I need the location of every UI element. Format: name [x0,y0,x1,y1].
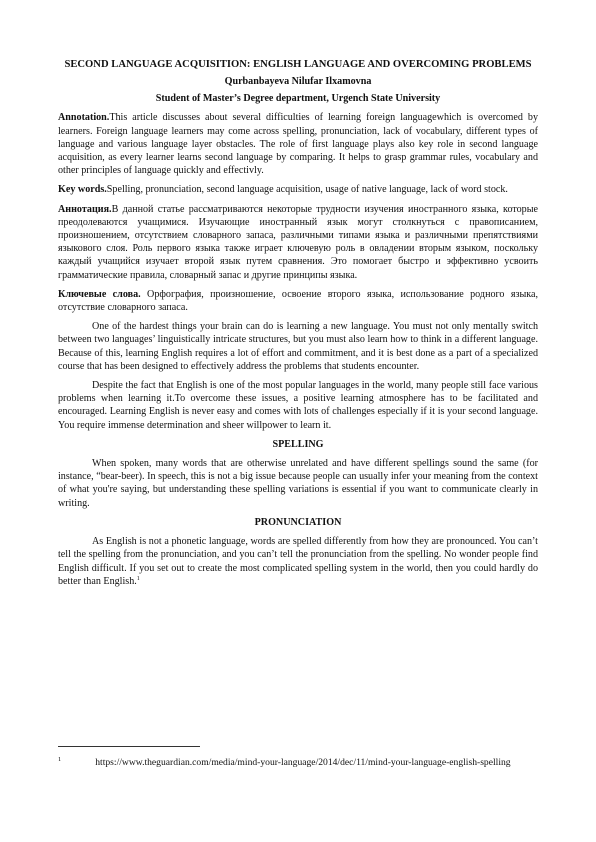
footnote-url[interactable]: https://www.theguardian.com/media/mind-your-language/2014/dec/11/mind-your-language-english-spelling [95,757,511,768]
body-paragraph-3: When spoken, many words that are otherwise unrelated and have different spellings sound the same (for instance, “bear-beer). In speech, this is not a big issue because people can usually infer your meaning from the context of what you're saying, but understanding these spelling variations is essential if you want to communicate clearly in writing. [58,458,538,509]
keywords-text: Spelling, pronunciation, second language acquisition, usage of native language, lack of word stock. [106,184,508,196]
author-affiliation: Student of Master’s Degree department, Urgench State University [155,93,441,105]
annotation-ru-text: В данной статье рассматриваются некоторые трудности изучения иностранного языка, которые преодолеваются учащимися. Изучающие иностранный язык могут столкнуться с правописанием, произношением, отсутствием словарного запаса, различными типами языка и различными препятствиями языкового слоя. Роль первого языка также играет ключевую роль в овладении вторым языком, поскольку каждый учащийся изучает второй язык путем сравнения. Это помогает быстро и эффективно усвоить грамматические правила, словарный запас и другие принципы языка. [58,203,538,281]
keywords-paragraph [58,183,538,196]
section-heading-spelling: SPELLING [272,438,324,450]
footnote-number: 1 [58,756,62,763]
body-paragraph-2: Despite the fact that English is one of the most popular languages in the world, many people still face various problems when learning it.To overcome these issues, a positive learning atmosphere has to be facilitated and encouraged. Learning English is never easy and comes with lots of challenges especially if it is your second language. You require immense determination and sheer willpower to learn it. [58,380,538,431]
keywords-ru-paragraph [58,288,538,314]
author-name: Qurbanbayeva Nilufar Ilxamovna [224,76,372,87]
annotation-text: This article discusses about several difficulties of learning foreign languagewhich is overcomed by learners. Foreign language learners may come across spelling, pronunciation, lack of vocabulary, different types of language and various language layer obstacles. The role of first language plays also key role in second language acquisition, as every learner learns second language by comparing. It helps to grasp grammar rules, vocabulary and other principles of language quickly and effectivly. [58,112,538,177]
body-paragraph-4-text: As English is not a phonetic language, words are spelled differently from how they are pronounced. You can’t tell the spelling from the pronunciation, and you can’t tell the pronunciation from the spelling. No wonder people find English difficult. If you set out to create the most complicated spelling system in the world, then you could hardly do better than English. [58,536,538,587]
annotation-label: Annotation. [58,112,110,124]
keywords-label: Key words. [58,184,107,196]
body-paragraph-1: One of the hardest things your brain can do is learning a new language. You must not only mentally switch between two languages’ linguistically intricate structures, but you must also learn how to think in a different language. Because of this, learning English requires a lot of effort and commitment, and it is best done as a part of a specialized course that has been designed to effectively address the problems that students encounter. [58,321,538,372]
body-paragraph-4 [58,535,538,588]
annotation-ru-paragraph [58,203,538,282]
footnote-reference[interactable]: 1 [136,575,140,582]
section-heading-pronunciation: PRONUNCIATION [254,516,342,528]
paper-title: SECOND LANGUAGE ACQUISITION: ENGLISH LANGUAGE AND OVERCOMING PROBLEMS [64,59,532,70]
footnote [58,756,538,769]
footnote-divider [58,746,200,747]
annotation-paragraph [58,111,538,177]
annotation-ru-label: Аннотация. [58,203,112,215]
keywords-ru-text: Орфография, произношение, освоение второго языка, использование родного языка, отсутствие словарного запаса. [58,288,539,314]
keywords-ru-label: Ключевые слова. [58,288,141,300]
